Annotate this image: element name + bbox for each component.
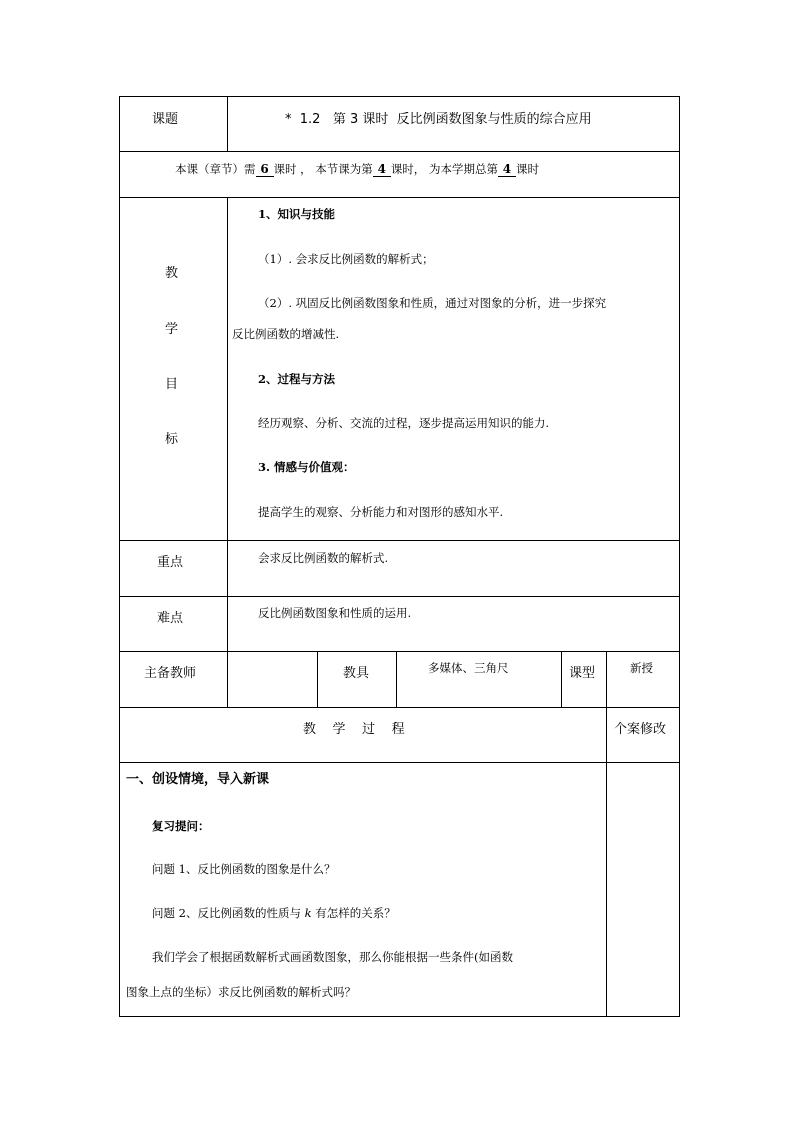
objective-item: （2）. 巩固反比例函数图象和性质，通过对图象的分析，进一步探究 — [258, 296, 607, 310]
column-divider — [317, 651, 318, 707]
row-divider — [119, 540, 680, 541]
hours-line: 本课（章节）需 6 课时 ， 本节课为第 4 课时， 为本学期总第 4 课时 — [175, 162, 539, 176]
difficulty-label: 难点 — [157, 611, 184, 626]
revision-column-title: 个案修改 — [614, 722, 667, 737]
tools-value: 多媒体、三角尺 — [428, 661, 509, 675]
row-divider — [119, 197, 680, 198]
objective-heading-process: 2、过程与方法 — [258, 372, 336, 386]
column-divider — [606, 651, 607, 1017]
objective-item: 反比例函数的增减性. — [232, 327, 340, 341]
lesson-type-value: 新授 — [630, 661, 653, 675]
lesson-plan-table — [119, 96, 680, 1017]
objective-item: （1）. 会求反比例函数的解析式； — [258, 252, 434, 266]
semester-hour-value: 4 — [498, 162, 516, 177]
objective-heading-knowledge: 1、知识与技能 — [258, 207, 336, 221]
lesson-type-label: 课型 — [569, 666, 596, 681]
objectives-side-char: 标 — [165, 432, 179, 447]
key-point-text: 会求反比例函数的解析式. — [258, 551, 389, 565]
intro-paragraph-line: 图象上点的坐标）求反比例函数的解析式吗？ — [126, 985, 356, 999]
current-hour-value: 4 — [373, 162, 391, 177]
objective-heading-emotion: 3. 情感与价值观： — [258, 460, 355, 474]
column-divider — [561, 651, 562, 707]
row-divider — [119, 596, 680, 597]
objectives-side-char: 目 — [165, 377, 179, 392]
difficulty-text: 反比例函数图象和性质的运用. — [258, 606, 412, 620]
column-divider — [396, 651, 397, 707]
intro-paragraph-line: 我们学会了根据函数解析式画函数图象，那么你能根据一些条件(如函数 — [152, 950, 513, 964]
row-divider — [119, 151, 680, 152]
objective-item: 经历观察、分析、交流的过程，逐步提高运用知识的能力. — [258, 416, 550, 430]
row-divider — [119, 651, 680, 652]
tools-label: 教具 — [343, 666, 370, 681]
objectives-side-char: 学 — [165, 322, 179, 337]
section-heading: 一、创设情境，导入新课 — [126, 772, 270, 787]
review-heading: 复习提问： — [152, 819, 210, 833]
total-hours-value: 6 — [256, 162, 274, 177]
question-1: 问题 1、反比例函数的图象是什么？ — [152, 862, 336, 876]
process-title: 教 学 过 程 — [303, 722, 405, 737]
key-point-label: 重点 — [157, 555, 184, 570]
lesson-title: * 1.2 第 3 课时 反比例函数图象与性质的综合应用 — [285, 112, 592, 127]
objectives-side-char: 教 — [165, 266, 179, 281]
column-divider — [227, 197, 228, 707]
objective-item: 提高学生的观察、分析能力和对图形的感知水平. — [258, 505, 504, 519]
teacher-label: 主备教师 — [144, 666, 197, 681]
question-2: 问题 2、反比例函数的性质与 k 有怎样的关系？ — [152, 906, 396, 920]
row-divider — [119, 707, 680, 708]
subject-label: 课题 — [152, 112, 179, 127]
column-divider — [227, 96, 228, 151]
row-divider — [119, 762, 680, 763]
